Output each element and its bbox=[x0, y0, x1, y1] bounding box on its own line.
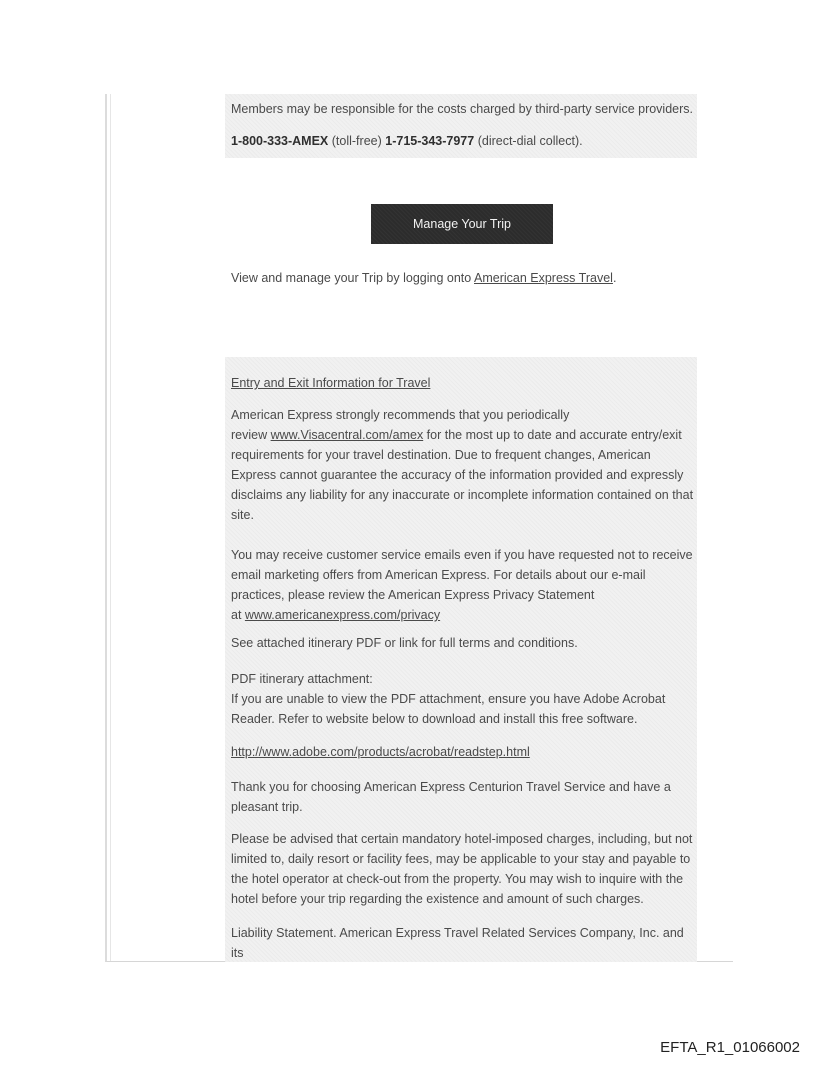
info-block bbox=[225, 357, 697, 962]
manage-trip-text bbox=[231, 268, 616, 288]
collect-label: (direct-dial collect). bbox=[477, 134, 583, 148]
tollfree-number: 1-800-333-AMEX bbox=[231, 134, 329, 148]
american-express-travel-link[interactable]: American Express Travel bbox=[474, 271, 613, 285]
entry-line1: American Express strongly recommends that you periodically bbox=[231, 408, 570, 422]
email-paragraph bbox=[231, 545, 697, 625]
entry-rest: for the most up to date and accurate entry/exit requirements for your travel destination. Due to frequent changes, American Express cannot guarantee the accuracy of the information provided and expressly disclaims any liability for any inaccurate or incomplete information contained on that site. bbox=[231, 428, 694, 522]
entry-exit-text bbox=[231, 405, 697, 525]
hotel-charges-text: Please be advised that certain mandatory hotel-imposed charges, including, but not limited to, daily resort or facility fees, may be applicable to your stay and payable to the hotel operator at check-out from the property. You may wish to inquire with the hotel before your trip regarding the existence and amount of such charges. bbox=[231, 832, 693, 906]
adobe-link[interactable]: http://www.adobe.com/products/acrobat/readstep.html bbox=[231, 745, 530, 759]
terms-text: See attached itinerary PDF or link for full terms and conditions. bbox=[231, 636, 578, 650]
thanks-text: Thank you for choosing American Express Centurion Travel Service and have a pleasant trip. bbox=[231, 780, 671, 814]
pdf-heading: PDF itinerary attachment: bbox=[231, 672, 373, 686]
visacentral-link[interactable]: www.Visacentral.com/amex bbox=[270, 428, 424, 442]
pdf-paragraph bbox=[231, 669, 697, 729]
manage-text-after: . bbox=[612, 271, 617, 285]
privacy-link[interactable]: www.americanexpress.com/privacy bbox=[244, 608, 441, 622]
contact-block bbox=[225, 94, 697, 158]
email-at: at bbox=[231, 608, 245, 622]
document-id: EFTA_R1_01066002 bbox=[660, 1039, 800, 1056]
manage-your-trip-button[interactable]: Manage Your Trip bbox=[371, 204, 553, 244]
email-text: You may receive customer service emails even if you have requested not to receive email marketing offers from American Express. For details about our e-mail practices, please review the American Express Privacy Statement bbox=[231, 548, 693, 602]
pdf-text: If you are unable to view the PDF attachment, ensure you have Adobe Acrobat Reader. Refer to website below to download and install this free software. bbox=[231, 692, 666, 726]
phone-line bbox=[231, 131, 583, 151]
liability-text: Liability Statement. American Express Travel Related Services Company, Inc. and its bbox=[231, 926, 684, 960]
manage-text-before: View and manage your Trip by logging onto bbox=[231, 271, 474, 285]
entry-exit-link[interactable]: Entry and Exit Information for Travel bbox=[231, 376, 431, 390]
entry-exit-heading bbox=[231, 373, 697, 393]
adobe-paragraph bbox=[231, 742, 697, 762]
collect-number: 1-715-343-7977 bbox=[385, 134, 475, 148]
responsibility-text: Members may be responsible for the costs charged by third-party service providers. bbox=[231, 102, 693, 116]
tollfree-label: (toll-free) bbox=[331, 134, 382, 148]
entry-review: review bbox=[231, 428, 271, 442]
